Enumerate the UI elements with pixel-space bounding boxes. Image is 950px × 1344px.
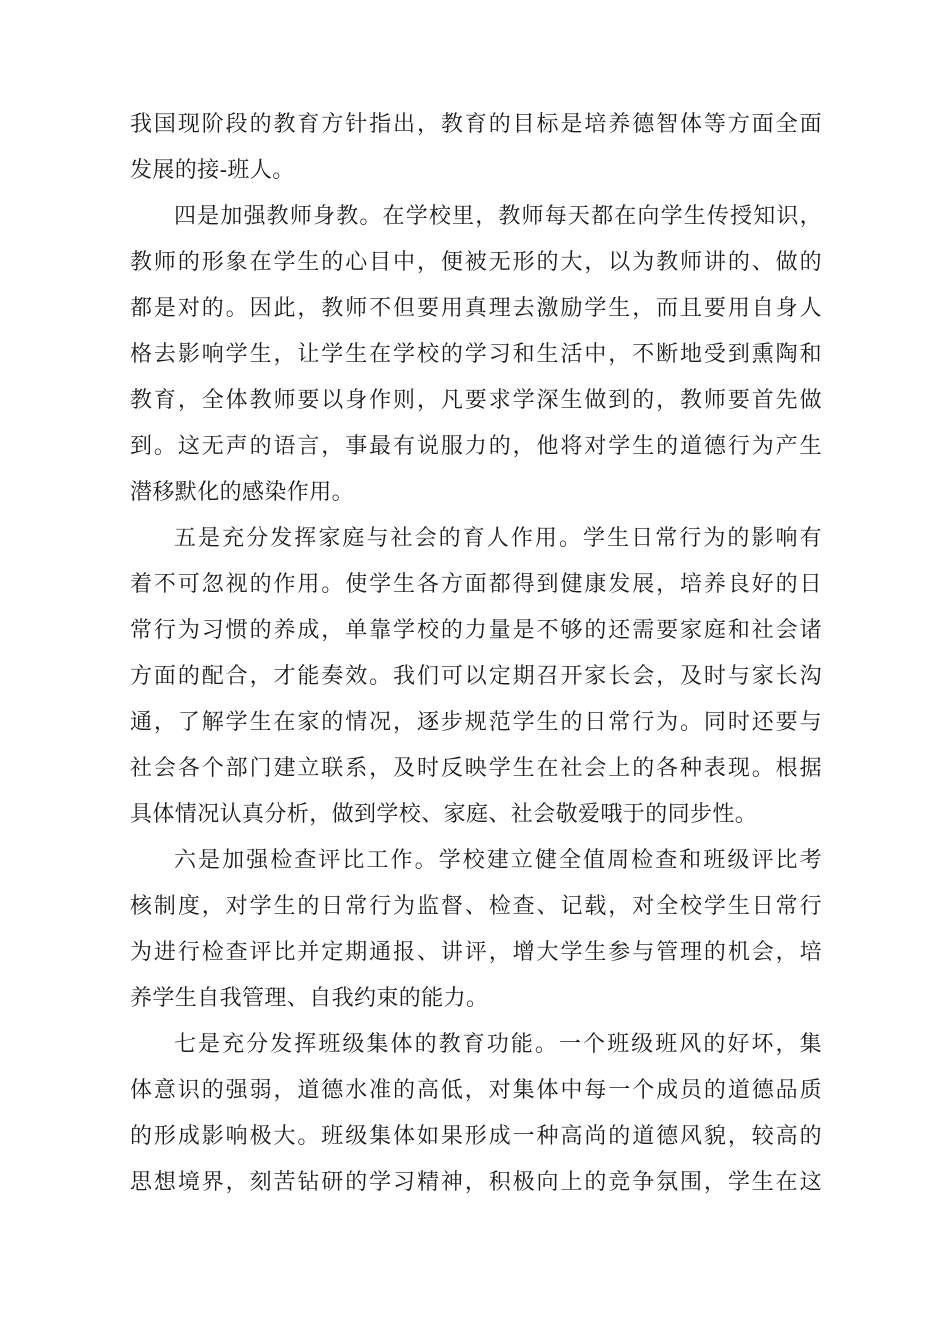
document-body [130,102,822,1206]
text-line: 格去影响学生，让学生在学校的学习和生活中，不断地受到熏陶和 [130,342,822,367]
text-line: 七是充分发挥班级集体的教育功能。一个班级班风的好坏，集 [174,1032,822,1057]
text-line: 常行为习惯的养成，单靠学校的力量是不够的还需要家庭和社会诸 [130,618,822,643]
text-line: 都是对的。因此，教师不但要用真理去激励学生，而且要用自身人 [130,296,822,321]
paragraph-inspection [130,838,822,1022]
text-line: 通，了解学生在家的情况，逐步规范学生的日常行为。同时还要与 [130,710,822,735]
text-line: 核制度，对学生的日常行为监督、检查、记载，对全校学生日常行 [130,894,822,919]
text-line: 思想境界，刻苦钻研的学习精神，积极向上的竞争氛围，学生在这 [130,1170,822,1195]
text-line: 体意识的强弱，道德水准的高低，对集体中每一个成员的道德品质 [130,1078,822,1103]
text-line: 教育，全体教师要以身作则，凡要求学深生做到的，教师要首先做 [130,388,822,413]
paragraph-teacher-example [130,194,822,516]
text-line: 四是加强教师身教。在学校里，教师每天都在向学生传授知识， [174,204,822,229]
text-line: 五是充分发挥家庭与社会的育人作用。学生日常行为的影响有 [174,526,822,551]
text-line: 的形成影响极大。班级集体如果形成一种高尚的道德风貌，较高的 [130,1124,822,1149]
text-line: 教师的形象在学生的心目中，便被无形的大，以为教师讲的、做的 [130,250,822,275]
text-line: 为进行检查评比并定期通报、讲评，增大学生参与管理的机会，培 [130,940,822,965]
text-line: 发展的接-班人。 [130,158,295,183]
text-line: 方面的配合，才能奏效。我们可以定期召开家长会，及时与家长沟 [130,664,822,689]
text-line: 潜移默化的感染作用。 [130,480,355,505]
paragraph-class-collective [130,1022,822,1206]
text-line: 社会各个部门建立联系，及时反映学生在社会上的各种表现。根据 [130,756,822,781]
text-line: 我国现阶段的教育方针指出，教育的目标是培养德智体等方面全面 [130,112,822,137]
text-line: 具体情况认真分析，做到学校、家庭、社会敬爱哦于的同步性。 [130,802,758,827]
text-line: 养学生自我管理、自我约束的能力。 [130,986,489,1011]
text-line: 到。这无声的语言，事最有说服力的，他将对学生的道德行为产生 [130,434,822,459]
text-line: 六是加强检查评比工作。学校建立健全值周检查和班级评比考 [174,848,822,873]
paragraph-education-policy [130,102,822,194]
text-line: 着不可忽视的作用。使学生各方面都得到健康发展，培养良好的日 [130,572,822,597]
paragraph-family-society [130,516,822,838]
